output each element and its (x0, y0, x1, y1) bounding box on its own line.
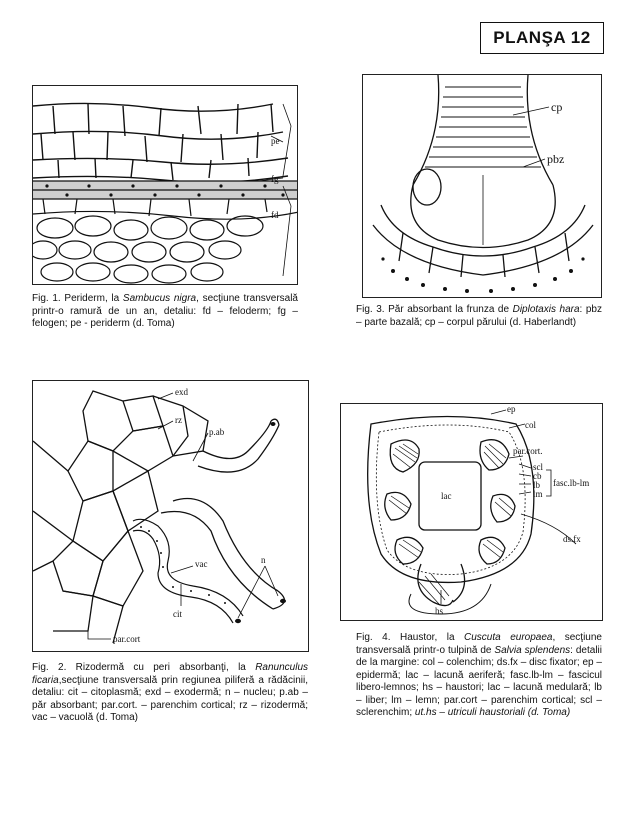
caption-text: Fig. 3. Păr absorbant la frunza de (356, 304, 513, 315)
figure-4-haustorium (340, 403, 603, 621)
plate-title-box (480, 22, 604, 54)
label-fd: fd (271, 210, 279, 220)
label-cp: cp (551, 100, 563, 114)
species-name: Salvia splendens (494, 644, 571, 656)
label-vac: vac (195, 559, 208, 569)
label-dsfx: ds.fx (563, 534, 581, 544)
figure-2-drawing (33, 381, 309, 652)
label-par-cort: par.cort (113, 634, 141, 644)
caption-text: ut.hs – utriculi haustoriali (d. Toma) (414, 707, 571, 718)
label-lb: lb (533, 480, 541, 490)
label-pab: p.ab (209, 427, 225, 437)
caption-text: Fig. 4. Haustor, la (356, 632, 465, 643)
label-col: col (525, 420, 536, 430)
figure-3-absorbent-hair (362, 74, 602, 298)
caption-text: Fig. 2. Rizodermă cu peri absorbanţi, la (32, 662, 256, 673)
caption-text: , secţiune transversală printr-o ramură de un an, detaliu: fd – feloderm; fg – felogen; pe - periderm (d. Toma) (32, 293, 298, 329)
label-hs: hs (435, 606, 444, 616)
label-fasc: fasc.lb-lm (553, 478, 590, 488)
caption-text: , secţiune transversală printr-o tulpină de (356, 632, 602, 656)
caption-text: : pbz – parte bazală; cp – corpul părului (d. Haberlandt) (356, 304, 602, 328)
figure-3-drawing (363, 75, 602, 298)
label-cb: cb (533, 471, 542, 481)
figure-2-rhizoderm (32, 380, 309, 652)
figure-1-drawing (33, 86, 298, 285)
phellogen-band (33, 181, 298, 199)
label-n: n (261, 555, 266, 565)
label-cit: cit (173, 609, 182, 619)
plate-title: PLANŞA 12 (493, 28, 591, 47)
figure-1-periderm (32, 85, 298, 285)
species-name: Diplotaxis hara (512, 304, 580, 315)
label-lac: lac (441, 491, 452, 501)
species-name: Cuscuta europaea (464, 632, 553, 643)
species-name: Sambucus nigra (122, 293, 197, 304)
label-exd: exd (175, 387, 188, 397)
label-rz: rz (175, 415, 182, 425)
label-scl: scl (533, 462, 543, 472)
caption-text: : detalii de la margine: col – colenchim; ds.fx – disc fixator; ep – epidermă; lac – lacună aeriferă; fasc.lb-lm – fascicul libero-lemnos; hs – haustori; lac – lacună medulară; lb – liber; lm – lemn; par.cort – parenchim cortical; scl – sclerenchim; (356, 644, 602, 718)
species-name: Ranunculus ficaria (32, 662, 308, 686)
label-lm: lm (533, 489, 543, 499)
figure-1-caption (32, 293, 298, 331)
figure-4-caption (356, 632, 602, 720)
label-ep: ep (507, 404, 516, 414)
caption-text: ,secţiune transversală prin regiunea piliferă a rădăcinii, detaliu: cit – citoplasmă; exd – exodermă; n – nucleu; p.ab – păr absorbant; par.cort. – parenchim cortical; rz – rizodermă; vac – vacuolă (d. Toma) (32, 674, 308, 723)
label-par-cort: par.cort. (513, 446, 543, 456)
figure-2-caption (32, 662, 308, 725)
figure-4-drawing (341, 404, 603, 621)
figure-3-caption (356, 304, 602, 329)
label-pbz: pbz (547, 152, 565, 166)
caption-text: Fig. 1. Periderm, la (32, 293, 123, 304)
label-fg: fg (271, 174, 279, 184)
label-pe: pe (271, 136, 280, 146)
